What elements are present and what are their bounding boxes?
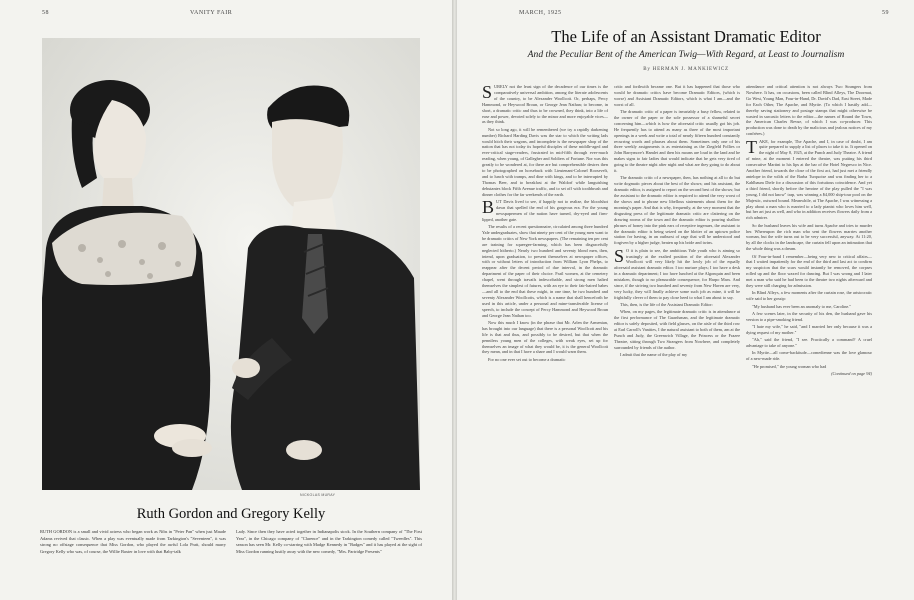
article-column-3 [746, 84, 872, 592]
paragraph [614, 84, 740, 108]
paragraph [482, 84, 608, 125]
portrait-photo [42, 38, 420, 490]
caption-column-2: Lady. Since then they have acted together in Indianapolis stock. In the Southern company of "The First Year", in the Chicago company of "Clarence" and in the Tarkington comedy called "Tweedles". This season has seen Mr. Kelly co-starring with Madge Kennedy in "Badges" and it has played at the sight of Miss Gordon running lustily away with the new comedy, "Mrs. Partridge Presents" [236, 529, 422, 554]
paragraph-text: So the husband leaves his wife and turns Apache and tries to murder her. Whereupon the rich man who sent the flowers marries another woman, but the wife turns out to be very successful, anyway. At 11:20, by all the clocks in the landscape, the curtain fell upon an intimation that the whole thing was a dream. [746, 222, 872, 252]
paragraph [482, 320, 608, 355]
paragraph-text: O it is plain to see, the ambitious Yale youth who is aiming so trustingly at the exalted position of the aforesaid Alexander Woollcott will very likely hit the lowly job of the equally aforesaid assistant dramatic editor. I too nurture plays; I too have a desk in a dramatic department; I too have lunched at the Algonquin and been mistaken, though to no pleasurable consequence, for Harpo Marx. And since, if the striving two hundred and seventy from New Haven are very, very lucky, they will finally achieve some such job as mine, it will be frightfully clever of them to pay close heed to what I am about to say. [614, 247, 740, 300]
paragraph [746, 364, 872, 370]
article-column-2 [614, 84, 740, 592]
paragraph-text: In Blind Alleys, a few moments after the curtain rose, the aristocratic wife said to her gossip: [746, 290, 872, 302]
paragraph-text: When, on my pages, the legitimate dramatic critic is in attendance at the first performance of The Guardsman, and the legitimate dramatic editor is safely deposited, with field glasses, on the aisle of the third row at Earl Carroll's Vanities, I the natural assistant to both of them, am at the Punch and Judy, the Greenwich Village, the Princess or the Frazee Theatre, sitting through Two Strangers from Nowhere, and completely surrounded by friends of the author. [614, 309, 740, 350]
drop-cap: S [482, 84, 493, 102]
paragraph [614, 109, 740, 174]
page-number-right: 59 [882, 10, 889, 16]
paragraph [746, 223, 872, 253]
paragraph-text: attendance and critical attention is not always Two Strangers from Nowhere. It has, on occasions, been called Blind Alleys, The Doormat, Go West, Young Man, Four-in-Hand, Dr. David's Dad, East Street, Made for Each Other, The Apache, and Myrtie. (To which I hastily add—thereby saving stationery and postage stamps that might otherwise be wasted in sarcastic letters to the editor—the names of Round the Town, the American Charles Revue, of which I was co-producer. This production was done to death by the malicious and jealous notices of my confrères.) [746, 84, 872, 137]
paragraph-text: A few scenes later, in the security of his den, the husband gave his version to a pipe-smoking friend. [746, 310, 872, 322]
paragraph-text: The dramatic critic of a newspaper, then, has nothing at all to do but write dogmatic pieces about the best of the shows; and his assistant, the dramatic editor, is assigned to report on the second best of the shows; but the assistant to the dramatic editor is required to attend the very worst of the shows and to phrase new libellous statements about them for the morning's paper. And that is why, frequently, at the very moment that the disgusting press of the legitimate dramatic critic are clattering on the drawing rooms of the town and the dramatic editor is pouring shallow phrases of honey into the pink ears of receptive ingenues, the assistant to the dramatic editor is being seized on the blotter of an uptown police station for having, in an outburst of rage that will be understood and forgiven by a higher judge, beaten up his bride and twins. [614, 175, 740, 246]
portrait-photo-image [42, 38, 420, 490]
paragraph [746, 290, 872, 302]
article-subtitle: And the Peculiar Bent of the American Twig—With Regard, at Least to Journalism [527, 49, 845, 60]
paragraph-text: UT Davis lived to see, if happily not to realize, the bloodshot dawn that spelled the end of his gorgeous era. For the young newspapermen of the nation have turned, dry-eyed and firm-lipped, another gate. [482, 199, 608, 222]
page-number-left: 58 [42, 10, 49, 16]
paragraph-text: Not so long ago, it will be remembered (we try a rapidly darkening number) Richard Harding Davis was the star to which the writing lads would hitch their wagons, and incomplete is the newspaper shop of the nation that has not today its hopeful disciples of these middle-aged and ever-critical stage-readers, frustrated in mid-fifth through ever-much reading, when young, of Gallegher and Soldiers of Fortune. Nor was this greatly to be wondered at, for there are but comprehensible desires then to be photographed on horseback with Lieutenant-Colonel Roosevelt, and to lunch with tramps, and dine with kings, and to be interrupted by Thomas Beer, and to breakfast at the Waldorf while languishing debutantes block Fifth Avenue traffic, and to set off with toothbrush and dinner clothes for the far weekends of the earth. [482, 126, 608, 197]
paragraph [746, 304, 872, 310]
continued-note [746, 371, 872, 377]
running-head-left: VANITY FAIR [190, 10, 233, 16]
paragraph [482, 199, 608, 223]
article-column-1 [482, 84, 608, 592]
photo-credit: NICKOLAS MURAY [300, 493, 336, 497]
paragraph-text: The dramatic critic of a paper is invariably a busy fellow, related to the owner of the paper or the sole possessor of a shameful secret concerning him—which is how the aforesaid critic usually got his job. He frequently has to attend as many as three of the most important openings in a week and write a total of nearly fifteen hundred constantly recurring words and phrases about them. Sometimes only one of his three weekly assignments is as entertaining as the Ziegfeld Follies or John Barrymore's Hamlet and then his moans are loud in the land and he makes signs to fair ladies that would indicate that he gets very tired of going to the theatre night after night and what are they going to do about it. [614, 109, 740, 174]
paragraph [614, 309, 740, 350]
drop-cap: S [614, 245, 625, 266]
paragraph [482, 127, 608, 198]
paragraph-text: AKE, for example, The Apache, and I, in case of doubt, I am quite prepared to supply a list of places to take it to. It opened on the night of May 8, 1925, at the Punch and Judy Theatre. A friend of mine, at the moment I entered the theatre, was putting his third consecutive Martini to his lips at the bar of the Hotel Negresco in Nice. Another friend, towards the close of the first act, had just met a friendly antelope in the wilds of the Barba Turquoise and was finding her to a Kahlbaum Diele for a discussion of this fortuitous coincidence. And yet a third friend, shortly before the heroine of the play pulled the "I was young, I did not know" trap, was winning a $4,000 ship-tour pool on the Majestic, outward bound. Meanwhile, at The Apache, I was witnessing a play about a man who is married to a lady pianist who loves him well, but her art just as well, and who in addition receives flowers daily from a rich admirer. [746, 138, 872, 221]
left-page [0, 0, 452, 600]
paragraph [614, 175, 740, 246]
paragraph-text: This, then, is the life of the Assistant Dramatic Editor: [620, 302, 713, 308]
paragraph-text: Now this much I know (in the phrase that Mr. Arlen the Armenian, has brought into our language) that there is a personal Woollcott and his life is that and thus, and possibly to be desired, but that when the penniless young men of the colleges, with weak eyes, set up for themselves an image of what they would be, it is the general Woollcott they mean, and in that I have a share and I would warn them. [482, 319, 608, 355]
paragraph [482, 224, 608, 319]
drop-cap: T [746, 136, 757, 157]
paragraph [746, 254, 872, 289]
paragraph-text: Of Four-in-hand I remember—being very new to critical affairs—that I waited impatiently for the end of the third and last act to confirm my suspicion that the scars would instantly be removed, the corpses rolled up and the floor waxed for dancing. But I was wrong and I later met a man who said he had been to the theatre two nights afterward and they were still charging for admission. [746, 253, 872, 289]
paragraph [614, 302, 740, 308]
paragraph-text: (Continued on page 94) [831, 370, 872, 376]
paragraph-text: "I hate my wife," he said, "and I married her only because it was a dying request of my mother." [746, 324, 872, 335]
article-byline: By HERMAN J. MANKIEWICZ [643, 67, 729, 72]
paragraph-text: "My husband has ever been an anomaly to me, Caroline." [752, 303, 852, 309]
paragraph [746, 311, 872, 323]
paragraph-text: For no one ever set out to become a dramatic [488, 356, 566, 362]
paragraph-text: In Myrtie—all come-backitude—comedienne was the love glamour of a new-made ride. [746, 350, 872, 362]
paragraph-text: "He promised," the young woman who had [752, 363, 827, 369]
paragraph-text: critic and forthwith became one. But it has happened that those who would be dramatic critics have become Dramatic Editors, (which is worse) and Assistant Dramatic Editors, which is what I am—and the worst of all. [614, 84, 740, 107]
paragraph [746, 337, 872, 349]
paragraph [614, 352, 740, 358]
paragraph-text: URELY not the least sign of the decadence of our times is the comparatively universal ambition, among the literate adolescents of the country, to be Alexander Woollcott. Or, perhaps, Percy Hammond, or Heywood Broun, or George Jean Nathan; to become, in short, a dramatic critic and thus to be crowned, they think, into a life of ease and power, devoted solely to the minor and more enjoyable vices—as they think. [482, 84, 608, 125]
running-head-right: MARCH, 1925 [519, 10, 562, 16]
article-title: The Life of an Assistant Dramatic Editor [551, 27, 821, 46]
paragraph-text: I admit that the name of the play of my [620, 352, 688, 358]
drop-cap: B [482, 197, 495, 217]
paragraph-text: The results of a recent questionnaire, circulated among three hundred Yale undergraduates, show that ninety per cent of the young men want to be dramatic critics of New York newspapers. (The remaining ten per cent are training for squeegee-farming, which has been disgracefully neglected hitherto.) Nearly two hundred and seventy blond men, then, intend, upon graduation, to present themselves at newspaper offices, with or without letters of introduction from William Lyon Phelps, to reappear after the decent period of due interval, in the dramatic department of the paper of their choice. Frail women, at the cemetery chapel, went through travails indescribable, and strong men halted themselves the simplest of futures, with an eye to their fair-haired babes—and all to the end that these might, in one time, be two hundred and seventy Alexander Woollcotts, which is a name that shall henceforth be used in this article, under a personal and mine-transferable license of speech, to include the concept of Percy Hammond and Heywood Broun and George Jean Nathan too. [482, 224, 608, 318]
paragraph [482, 357, 608, 363]
caption-column-1: RUTH GORDON is a small and vivid actress who began work as Nibs in "Peter Pan" when just Maude Adams revived that classic. When a play was eventually made from Tarkington's "Seventeen", it was strong no offstage consequence that Miss Gordon, who played the awful Lola Pratt, should marry Gregory Kelly who was, of course, the Willie Baxter in love with that Baby-talk [40, 529, 226, 554]
paragraph [746, 136, 872, 222]
caption-title: Ruth Gordon and Gregory Kelly [136, 506, 326, 522]
paragraph [614, 245, 740, 301]
paragraph-text: "Ah," said the friend, "I see. Practically a command? A cruel advantage to take of anyone." [746, 337, 872, 349]
paragraph [746, 84, 872, 137]
paragraph [746, 324, 872, 336]
paragraph [746, 350, 872, 362]
